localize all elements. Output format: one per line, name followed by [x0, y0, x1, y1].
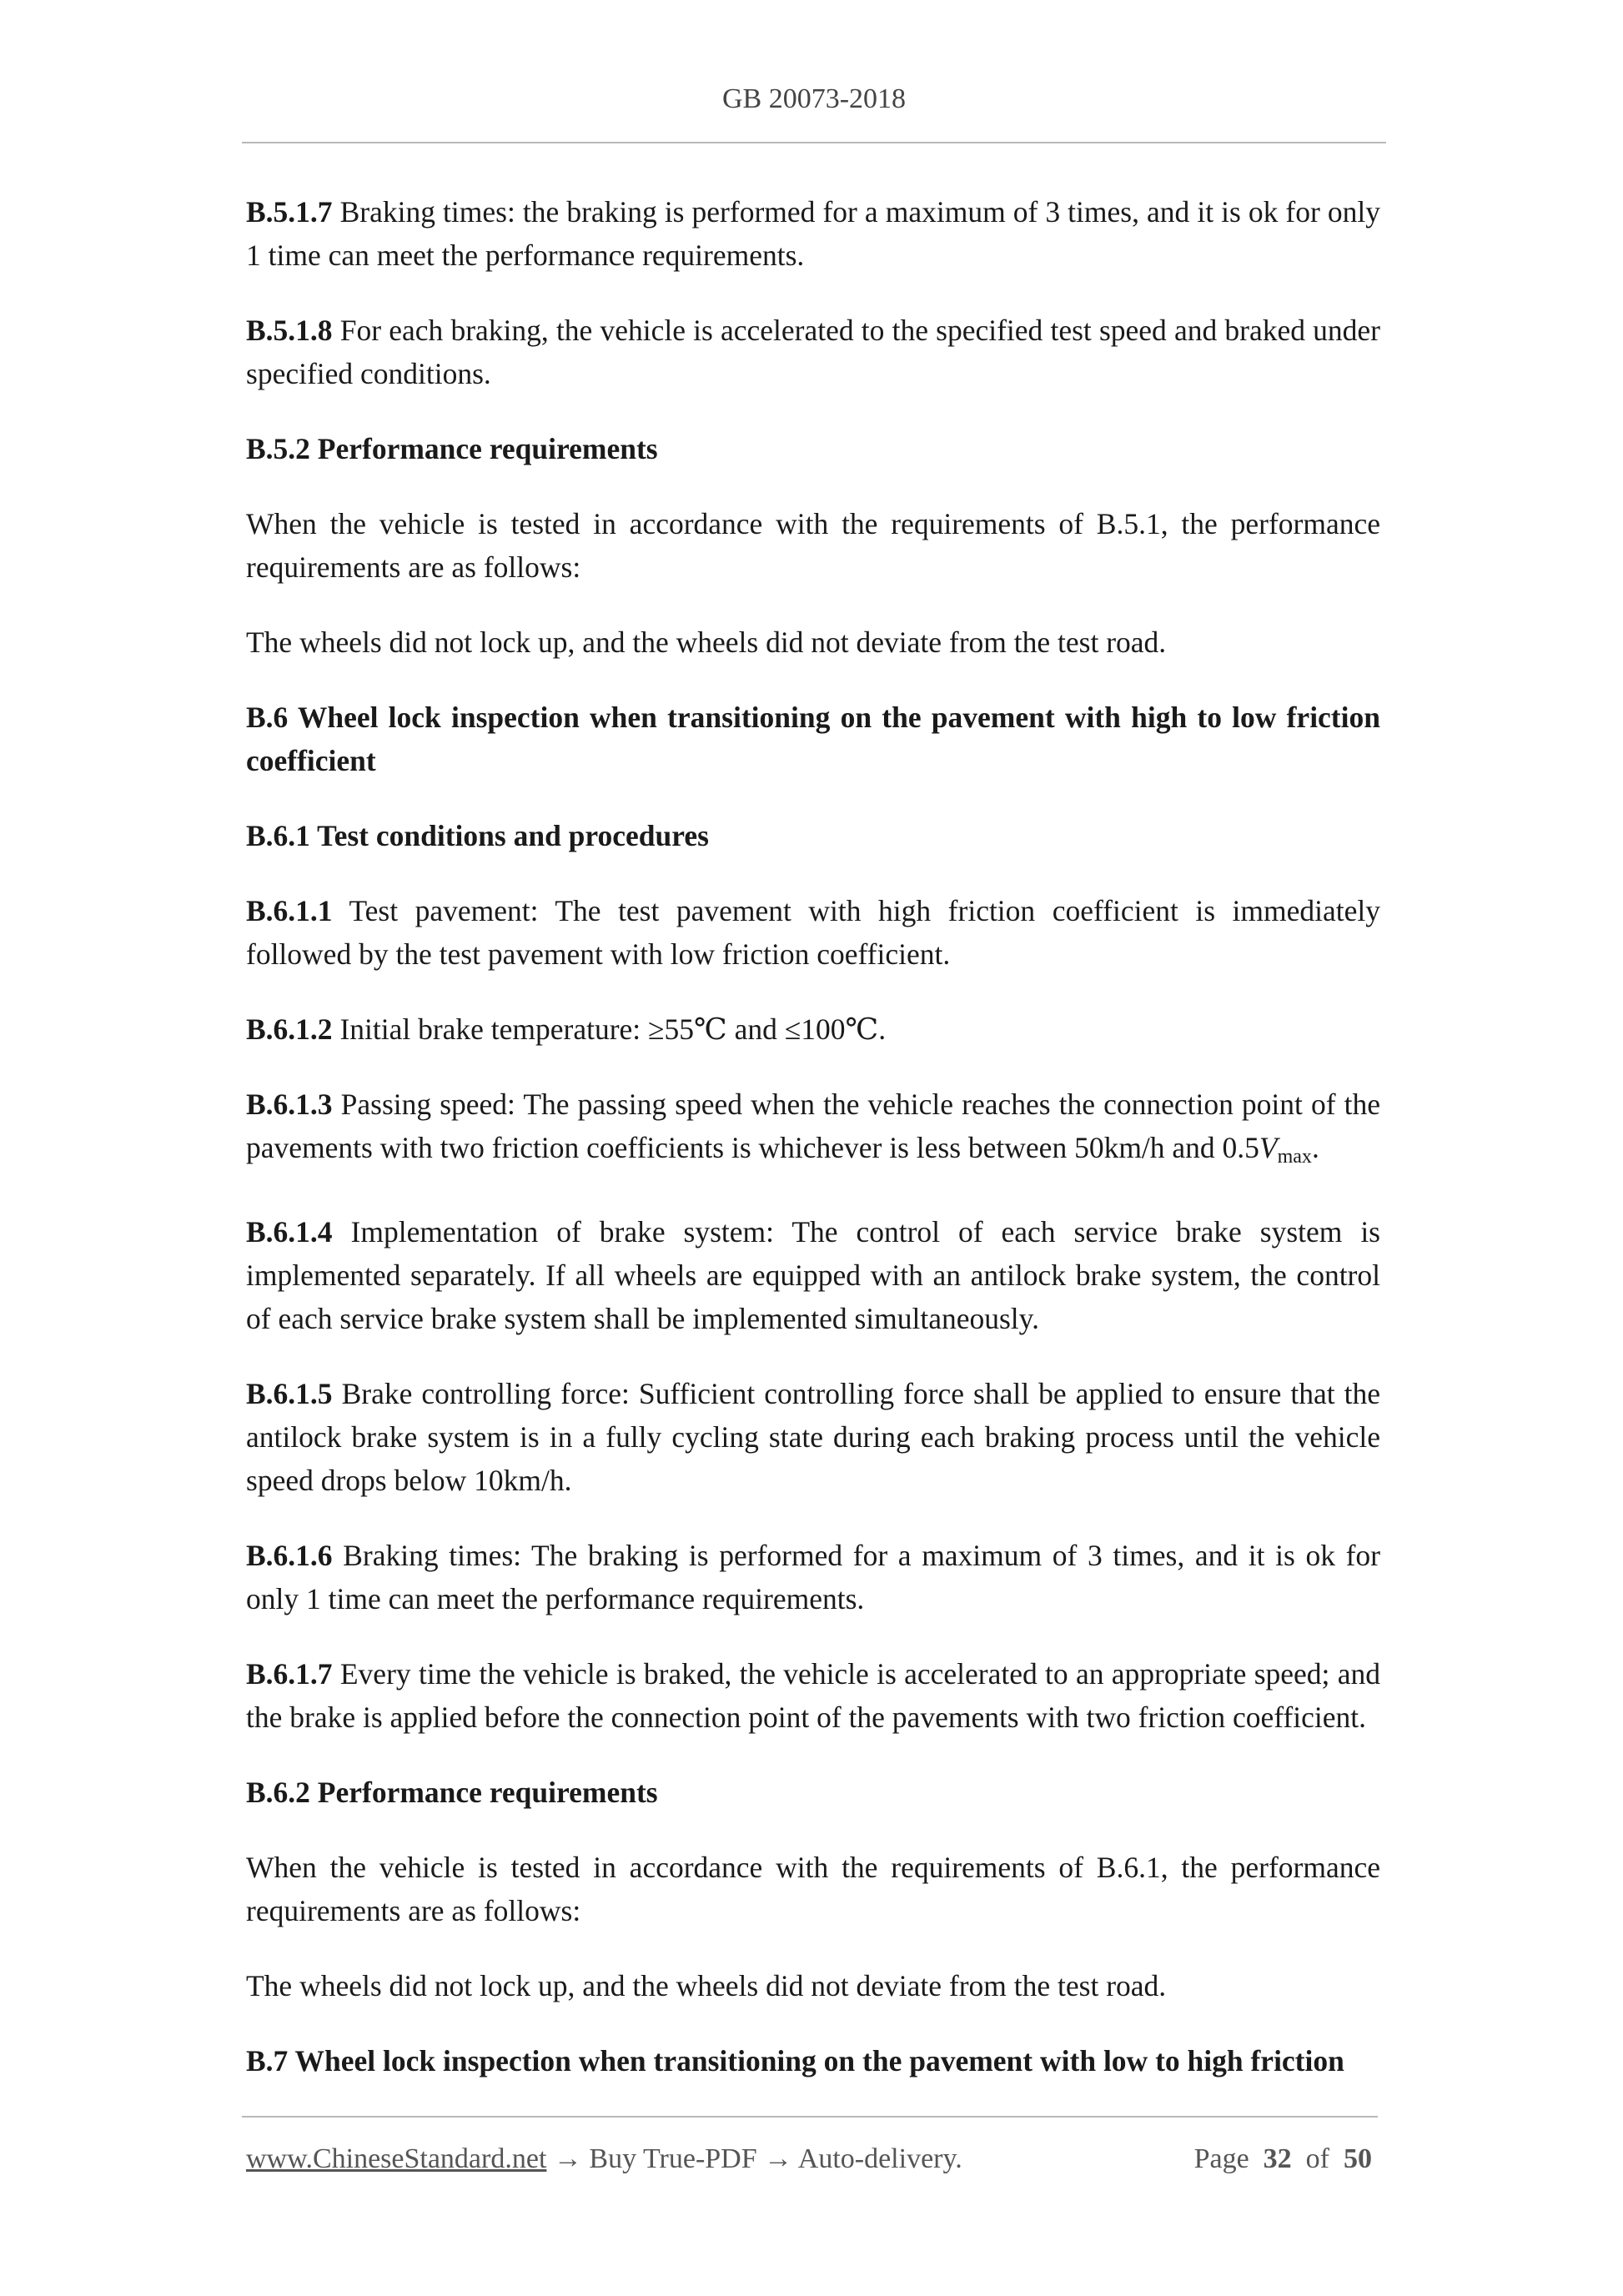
clause-number: B.6.1.4	[246, 1215, 333, 1248]
clause-end: .	[1311, 1131, 1319, 1164]
clause-number: B.6.1.5	[246, 1377, 333, 1410]
clause-text: Passing speed: The passing speed when the vehicle reaches the connection point of the pavements with two friction coefficients is whichever is less between 50km/h and 0.5	[246, 1088, 1380, 1164]
header-divider	[242, 142, 1386, 143]
clause-b6-1-5	[246, 1372, 1380, 1502]
of-label: of	[1305, 2143, 1329, 2174]
clause-text: Initial brake temperature: ≥55℃ and ≤100℃.	[332, 1012, 887, 1046]
section-heading-b6-1: B.6.1 Test conditions and procedures	[246, 819, 709, 852]
document-id: GB 20073-2018	[721, 83, 907, 114]
paragraph-b6-2-result: The wheels did not lock up, and the wheels did not deviate from the test road.	[246, 1969, 1167, 2002]
delivery-text: Auto-delivery.	[797, 2143, 962, 2174]
clause-text: Every time the vehicle is braked, the vehicle is accelerated to an appropriate speed; and the brake is applied before the connection point of the pavements with two friction coefficient.	[246, 1657, 1380, 1734]
total-pages: 50	[1344, 2143, 1372, 2174]
clause-b6-1-4	[246, 1210, 1380, 1340]
clause-b5-1-8	[246, 309, 1380, 395]
clause-number: B.5.1.7	[246, 195, 333, 229]
clause-b6-1-1	[246, 889, 1380, 976]
section-heading-b7: B.7 Wheel lock inspection when transitioning on the pavement with low to high friction	[246, 2044, 1344, 2077]
paragraph-b5-2-result: The wheels did not lock up, and the wheels did not deviate from the test road.	[246, 625, 1167, 659]
clause-b6-1-6	[246, 1534, 1380, 1620]
clause-text: Brake controlling force: Sufficient controlling force shall be applied to ensure that the antilock brake system is in a fully cycling state during each braking process until the vehicle speed drops below 10km/h.	[246, 1377, 1380, 1497]
section-heading-b5-2: B.5.2 Performance requirements	[246, 432, 658, 465]
current-page: 32	[1263, 2143, 1292, 2174]
clause-b5-1-7	[246, 190, 1380, 277]
clause-text: Braking times: the braking is performed for a maximum of 3 times, and it is ok for only 1 time can meet the performance requirements.	[246, 195, 1380, 272]
document-body	[246, 190, 1380, 2082]
clause-number: B.6.1.2	[246, 1012, 333, 1046]
footer-divider	[242, 2116, 1378, 2118]
clause-b6-1-2	[246, 1007, 1380, 1051]
section-heading-b6-2: B.6.2 Performance requirements	[246, 1776, 658, 1809]
arrow-icon: →	[756, 2143, 798, 2174]
paragraph-b6-2-intro: When the vehicle is tested in accordance with the requirements of B.6.1, the performance requirements are as follows:	[246, 1851, 1380, 1927]
clause-text: For each braking, the vehicle is accelerated to the specified test speed and braked under specified conditions.	[246, 314, 1380, 390]
clause-text: Implementation of brake system: The control of each service brake system is implemented separately. If all wheels are equipped with an antilock brake system, the control of each service brake system shall be implemented simultaneously.	[246, 1215, 1380, 1335]
buy-text: Buy True-PDF	[589, 2143, 757, 2174]
clause-number: B.6.1.1	[246, 894, 333, 927]
footer-promo	[246, 2143, 962, 2175]
velocity-symbol: V	[1259, 1131, 1278, 1164]
clause-number: B.6.1.7	[246, 1657, 333, 1691]
paragraph-b5-2-intro: When the vehicle is tested in accordance with the requirements of B.5.1, the performance requirements are as follows:	[246, 507, 1380, 584]
page-number	[1194, 2143, 1372, 2175]
clause-text: Test pavement: The test pavement with high friction coefficient is immediately followed by the test pavement with low friction coefficient.	[246, 894, 1380, 971]
website-link[interactable]: www.ChineseStandard.net	[246, 2143, 547, 2174]
page-header	[242, 83, 1386, 115]
clause-b6-1-3	[246, 1083, 1380, 1178]
clause-number: B.5.1.8	[246, 314, 333, 347]
arrow-icon: →	[546, 2143, 590, 2174]
velocity-subscript: max	[1277, 1146, 1312, 1168]
clause-number: B.6.1.3	[246, 1088, 333, 1121]
clause-b6-1-7	[246, 1652, 1380, 1739]
section-heading-b6: B.6 Wheel lock inspection when transitioning on the pavement with high to low friction coefficient	[246, 701, 1380, 777]
clause-text: Braking times: The braking is performed for a maximum of 3 times, and it is ok for only 1 time can meet the performance requirements.	[246, 1539, 1380, 1615]
page-label: Page	[1193, 2143, 1249, 2174]
clause-number: B.6.1.6	[246, 1539, 333, 1572]
